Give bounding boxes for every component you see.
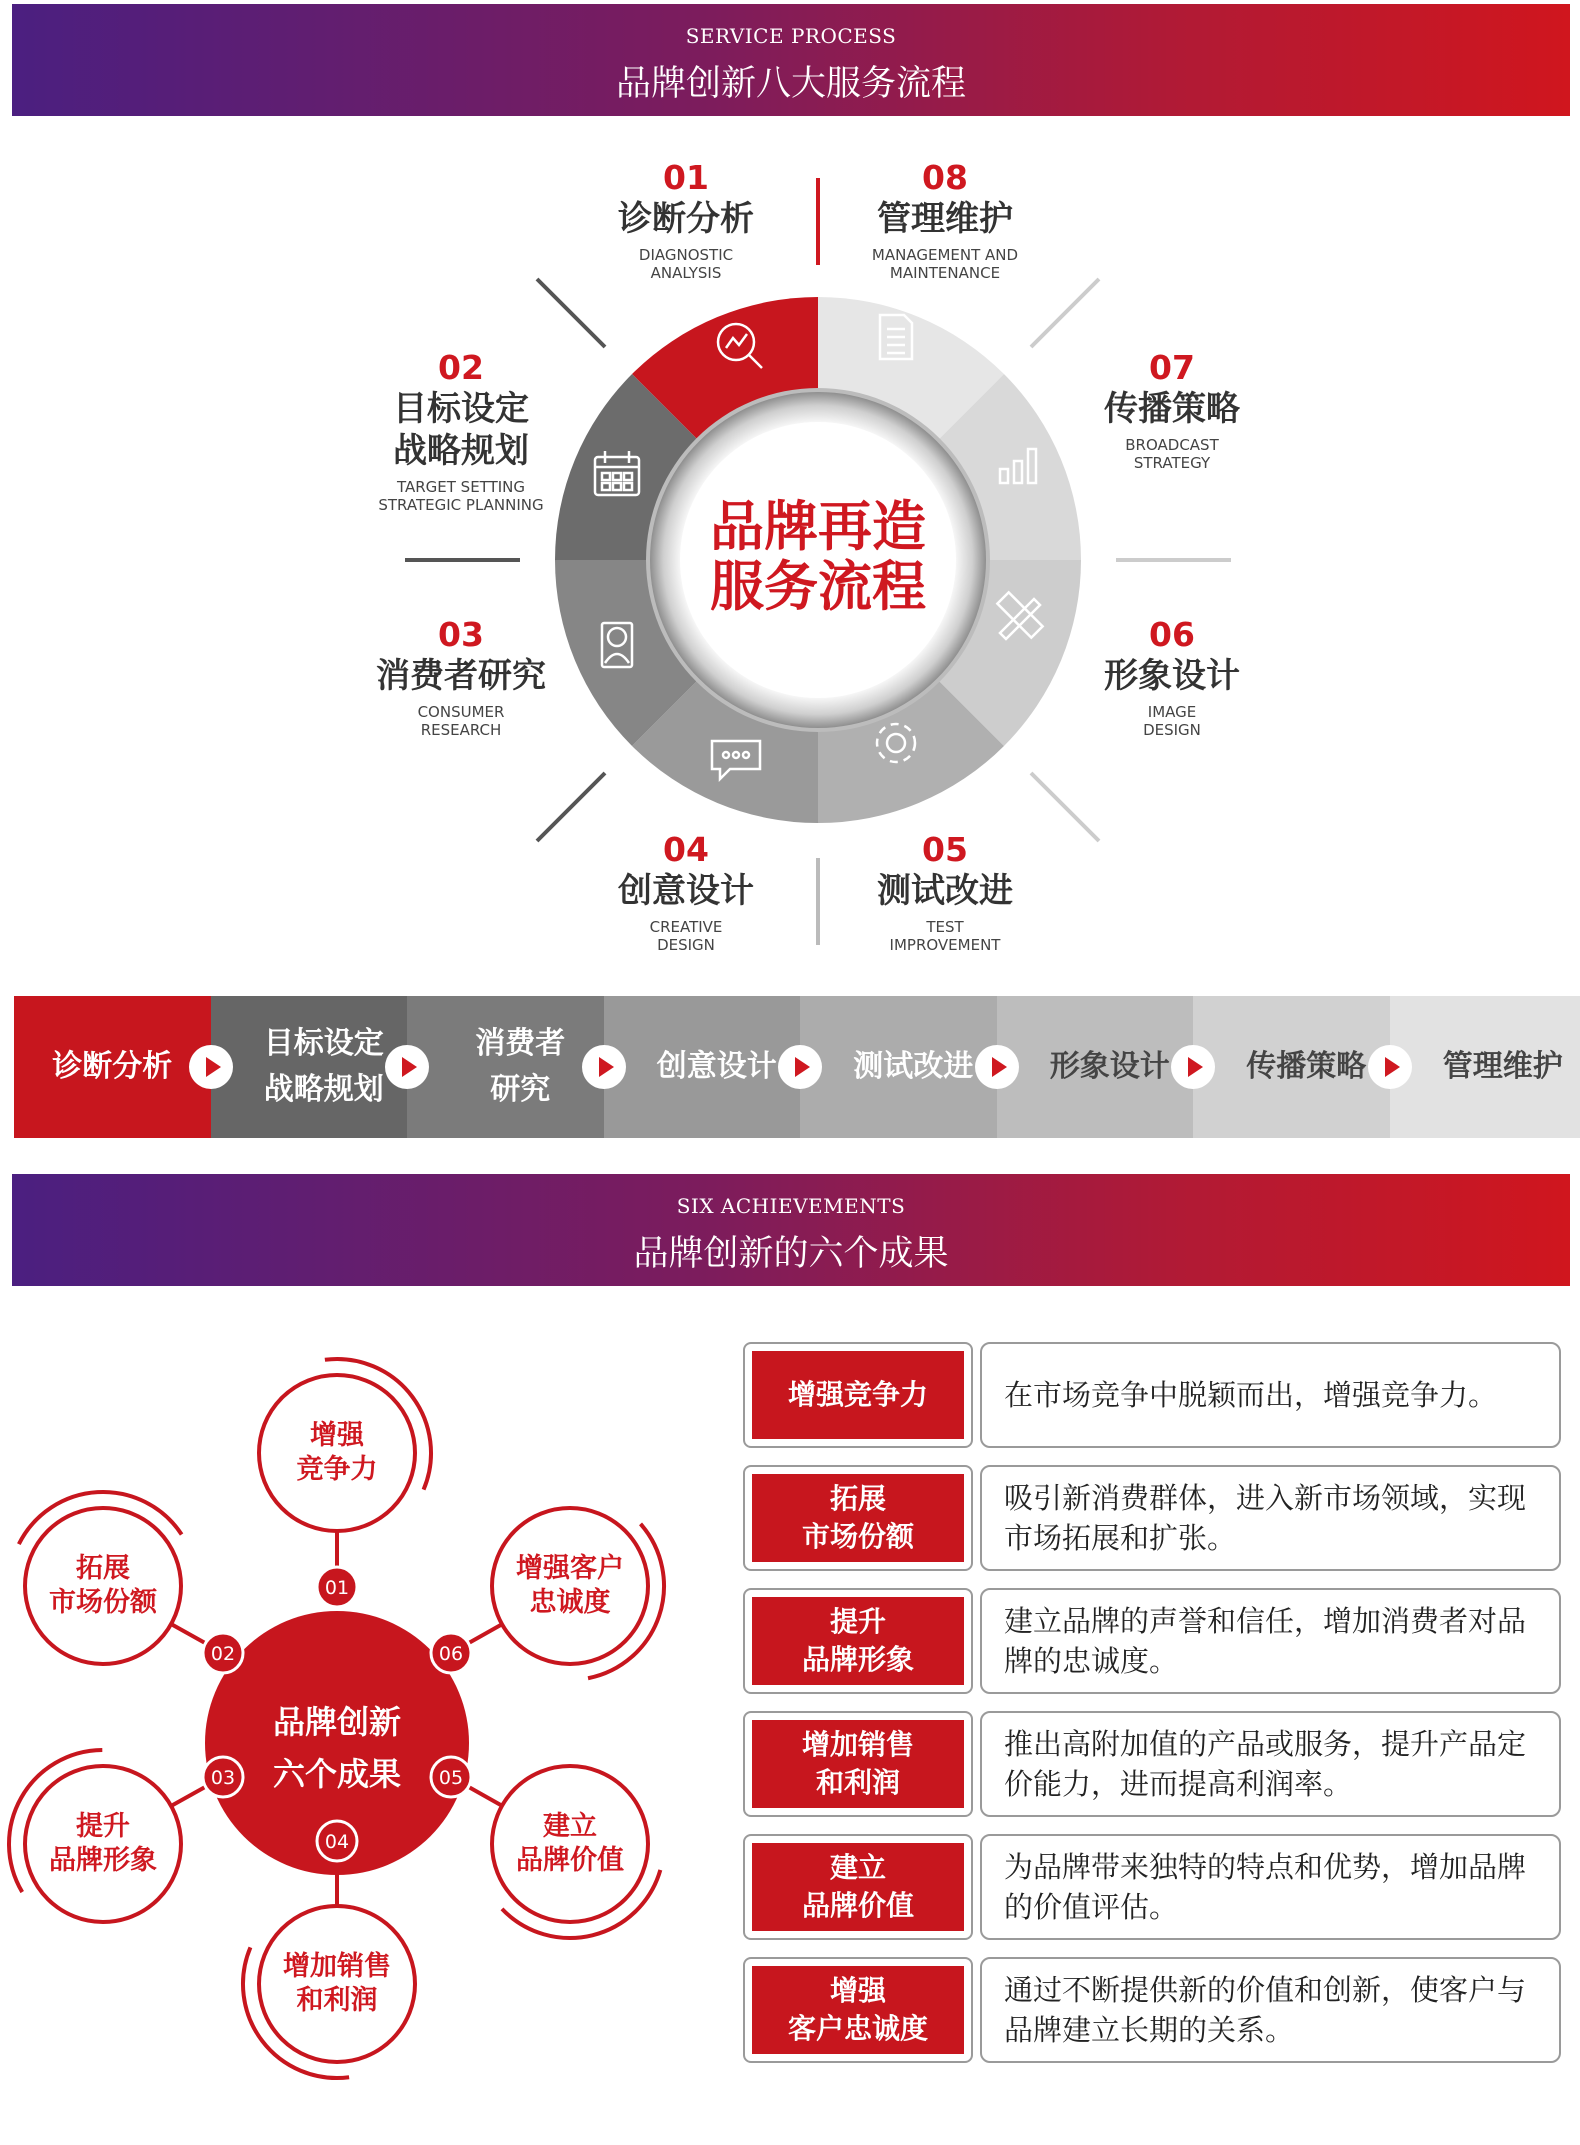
step-01-number: 01 [663, 158, 709, 197]
step-05-number: 05 [922, 830, 968, 869]
achievement-row [743, 1957, 1561, 2063]
petal-label-01: 增强 竞争力 [296, 1420, 378, 1485]
play-arrow-icon [975, 1045, 1019, 1089]
step-08-en2: MAINTENANCE [889, 264, 1001, 282]
step-01 [536, 158, 836, 282]
petal-label-06: 增强客户 忠诚度 [516, 1553, 624, 1618]
achievements-center-line1: 品牌创新 [272, 1703, 402, 1741]
step-03 [311, 615, 611, 739]
achievement-tag: 拓展 市场份额 [752, 1474, 964, 1562]
process-step-label: 测试改进 [853, 1049, 974, 1084]
divider-top-right [1031, 279, 1099, 347]
step-04 [536, 830, 836, 954]
banner-title: 品牌创新的六个成果 [633, 1234, 949, 1274]
banner-title: 品牌创新八大服务流程 [615, 64, 966, 104]
step-06-en1: IMAGE [1147, 703, 1197, 721]
process-step-label: 形象设计 [1049, 1049, 1170, 1084]
step-05 [795, 830, 1095, 954]
achievement-tag: 提升 品牌形象 [752, 1597, 964, 1685]
petal-label-04: 增加销售 和利润 [283, 1951, 391, 2016]
six-achievements-banner [12, 1174, 1570, 1286]
achievement-row [743, 1588, 1561, 1694]
step-07-en2: STRATEGY [1133, 454, 1211, 472]
step-02-en1: TARGET SETTING [396, 478, 526, 496]
step-08-number: 08 [922, 158, 968, 197]
achievement-tag: 增强竞争力 [752, 1351, 964, 1439]
step-06 [1022, 615, 1322, 739]
petal-label-02: 拓展 市场份额 [49, 1553, 157, 1618]
process-step-label-2: 研究 [490, 1072, 551, 1107]
ring-center-line2: 服务流程 [710, 555, 926, 618]
step-06-en2: DESIGN [1143, 721, 1201, 739]
banner-subtitle: SERVICE PROCESS [685, 24, 897, 48]
step-04-en1: CREATIVE [649, 918, 723, 936]
achievement-description: 为品牌带来独特的特点和优势，增加品牌的价值评估。 [980, 1834, 1561, 1940]
number-badge-text: 03 [210, 1767, 236, 1789]
step-08 [795, 158, 1095, 282]
process-step-label: 诊断分析 [52, 1049, 173, 1084]
process-step-label: 管理维护 [1442, 1049, 1563, 1084]
step-02-number: 02 [438, 348, 484, 387]
step-03-number: 03 [438, 615, 484, 654]
step-08-en1: MANAGEMENT AND [871, 246, 1019, 264]
play-arrow-icon [778, 1045, 822, 1089]
play-arrow-icon [189, 1045, 233, 1089]
achievement-row [743, 1834, 1561, 1940]
achievement-description: 在市场竞争中脱颖而出，增强竞争力。 [980, 1342, 1561, 1448]
process-step-6 [997, 996, 1194, 1138]
achievement-tag: 增加销售 和利润 [752, 1720, 964, 1808]
process-step-4 [604, 996, 801, 1138]
process-step-8 [1390, 996, 1580, 1138]
process-step-label: 传播策略 [1246, 1049, 1367, 1084]
step-01-title: 诊断分析 [618, 199, 754, 239]
number-badge-text: 04 [324, 1831, 350, 1853]
process-step-label: 创意设计 [656, 1049, 777, 1084]
achievement-description: 推出高附加值的产品或服务，提升产品定价能力，进而提高利润率。 [980, 1711, 1561, 1817]
step-05-title: 测试改进 [877, 871, 1013, 911]
step-05-en2: IMPROVEMENT [889, 936, 1001, 954]
step-07-title: 传播策略 [1104, 389, 1240, 429]
step-07-number: 07 [1149, 348, 1195, 387]
step-07-en1: BROADCAST [1125, 436, 1219, 454]
number-badge-text: 02 [210, 1643, 236, 1665]
step-03-en1: CONSUMER [417, 703, 505, 721]
step-06-title: 形象设计 [1104, 656, 1240, 696]
process-step-3 [407, 996, 604, 1138]
play-arrow-icon [385, 1045, 429, 1089]
number-badge-text: 01 [324, 1577, 350, 1599]
number-badge-text: 06 [438, 1643, 464, 1665]
play-arrow-icon [1368, 1045, 1412, 1089]
step-02-en2: STRATEGIC PLANNING [378, 496, 544, 514]
step-04-en2: DESIGN [657, 936, 715, 954]
achievements-center-line2: 六个成果 [272, 1755, 402, 1793]
achievement-description: 吸引新消费群体，进入新市场领域，实现市场拓展和扩张。 [980, 1465, 1561, 1571]
play-arrow-icon [1171, 1045, 1215, 1089]
step-05-en1: TEST [926, 918, 964, 936]
process-step-label: 目标设定 [263, 1026, 384, 1061]
achievement-tag: 增强 客户忠诚度 [752, 1966, 964, 2054]
step-02 [311, 348, 611, 514]
step-02-title1: 目标设定 [393, 389, 529, 429]
step-03-title: 消费者研究 [376, 656, 546, 696]
process-step-5 [800, 996, 997, 1138]
banner-subtitle: SIX ACHIEVEMENTS [676, 1194, 906, 1218]
achievement-tag: 建立 品牌价值 [752, 1843, 964, 1931]
number-badge-text: 05 [438, 1767, 464, 1789]
step-08-title: 管理维护 [877, 199, 1013, 239]
process-step-label: 消费者 [475, 1026, 566, 1061]
achievement-description: 通过不断提供新的价值和创新，使客户与品牌建立长期的关系。 [980, 1957, 1561, 2063]
divider-top-left [537, 279, 605, 347]
petal-label-05: 建立 品牌价值 [516, 1811, 624, 1876]
step-04-title: 创意设计 [618, 871, 754, 911]
ring-center-line1: 品牌再造 [710, 495, 926, 558]
achievement-row [743, 1342, 1561, 1448]
process-step-7 [1193, 996, 1390, 1138]
step-01-en2: ANALYSIS [650, 264, 722, 282]
step-07 [1022, 348, 1322, 472]
step-06-number: 06 [1149, 615, 1195, 654]
achievement-description: 建立品牌的声誉和信任，增加消费者对品牌的忠诚度。 [980, 1588, 1561, 1694]
achievement-row [743, 1465, 1561, 1571]
process-step-1 [14, 996, 211, 1138]
step-02-title2: 战略规划 [393, 431, 529, 471]
achievement-row [743, 1711, 1561, 1817]
process-step-label-2: 战略规划 [263, 1072, 384, 1107]
step-03-en2: RESEARCH [420, 721, 502, 739]
process-step-2 [211, 996, 408, 1138]
play-arrow-icon [582, 1045, 626, 1089]
step-01-en1: DIAGNOSTIC [638, 246, 734, 264]
petal-label-03: 提升 品牌形象 [49, 1811, 157, 1876]
step-04-number: 04 [663, 830, 709, 869]
